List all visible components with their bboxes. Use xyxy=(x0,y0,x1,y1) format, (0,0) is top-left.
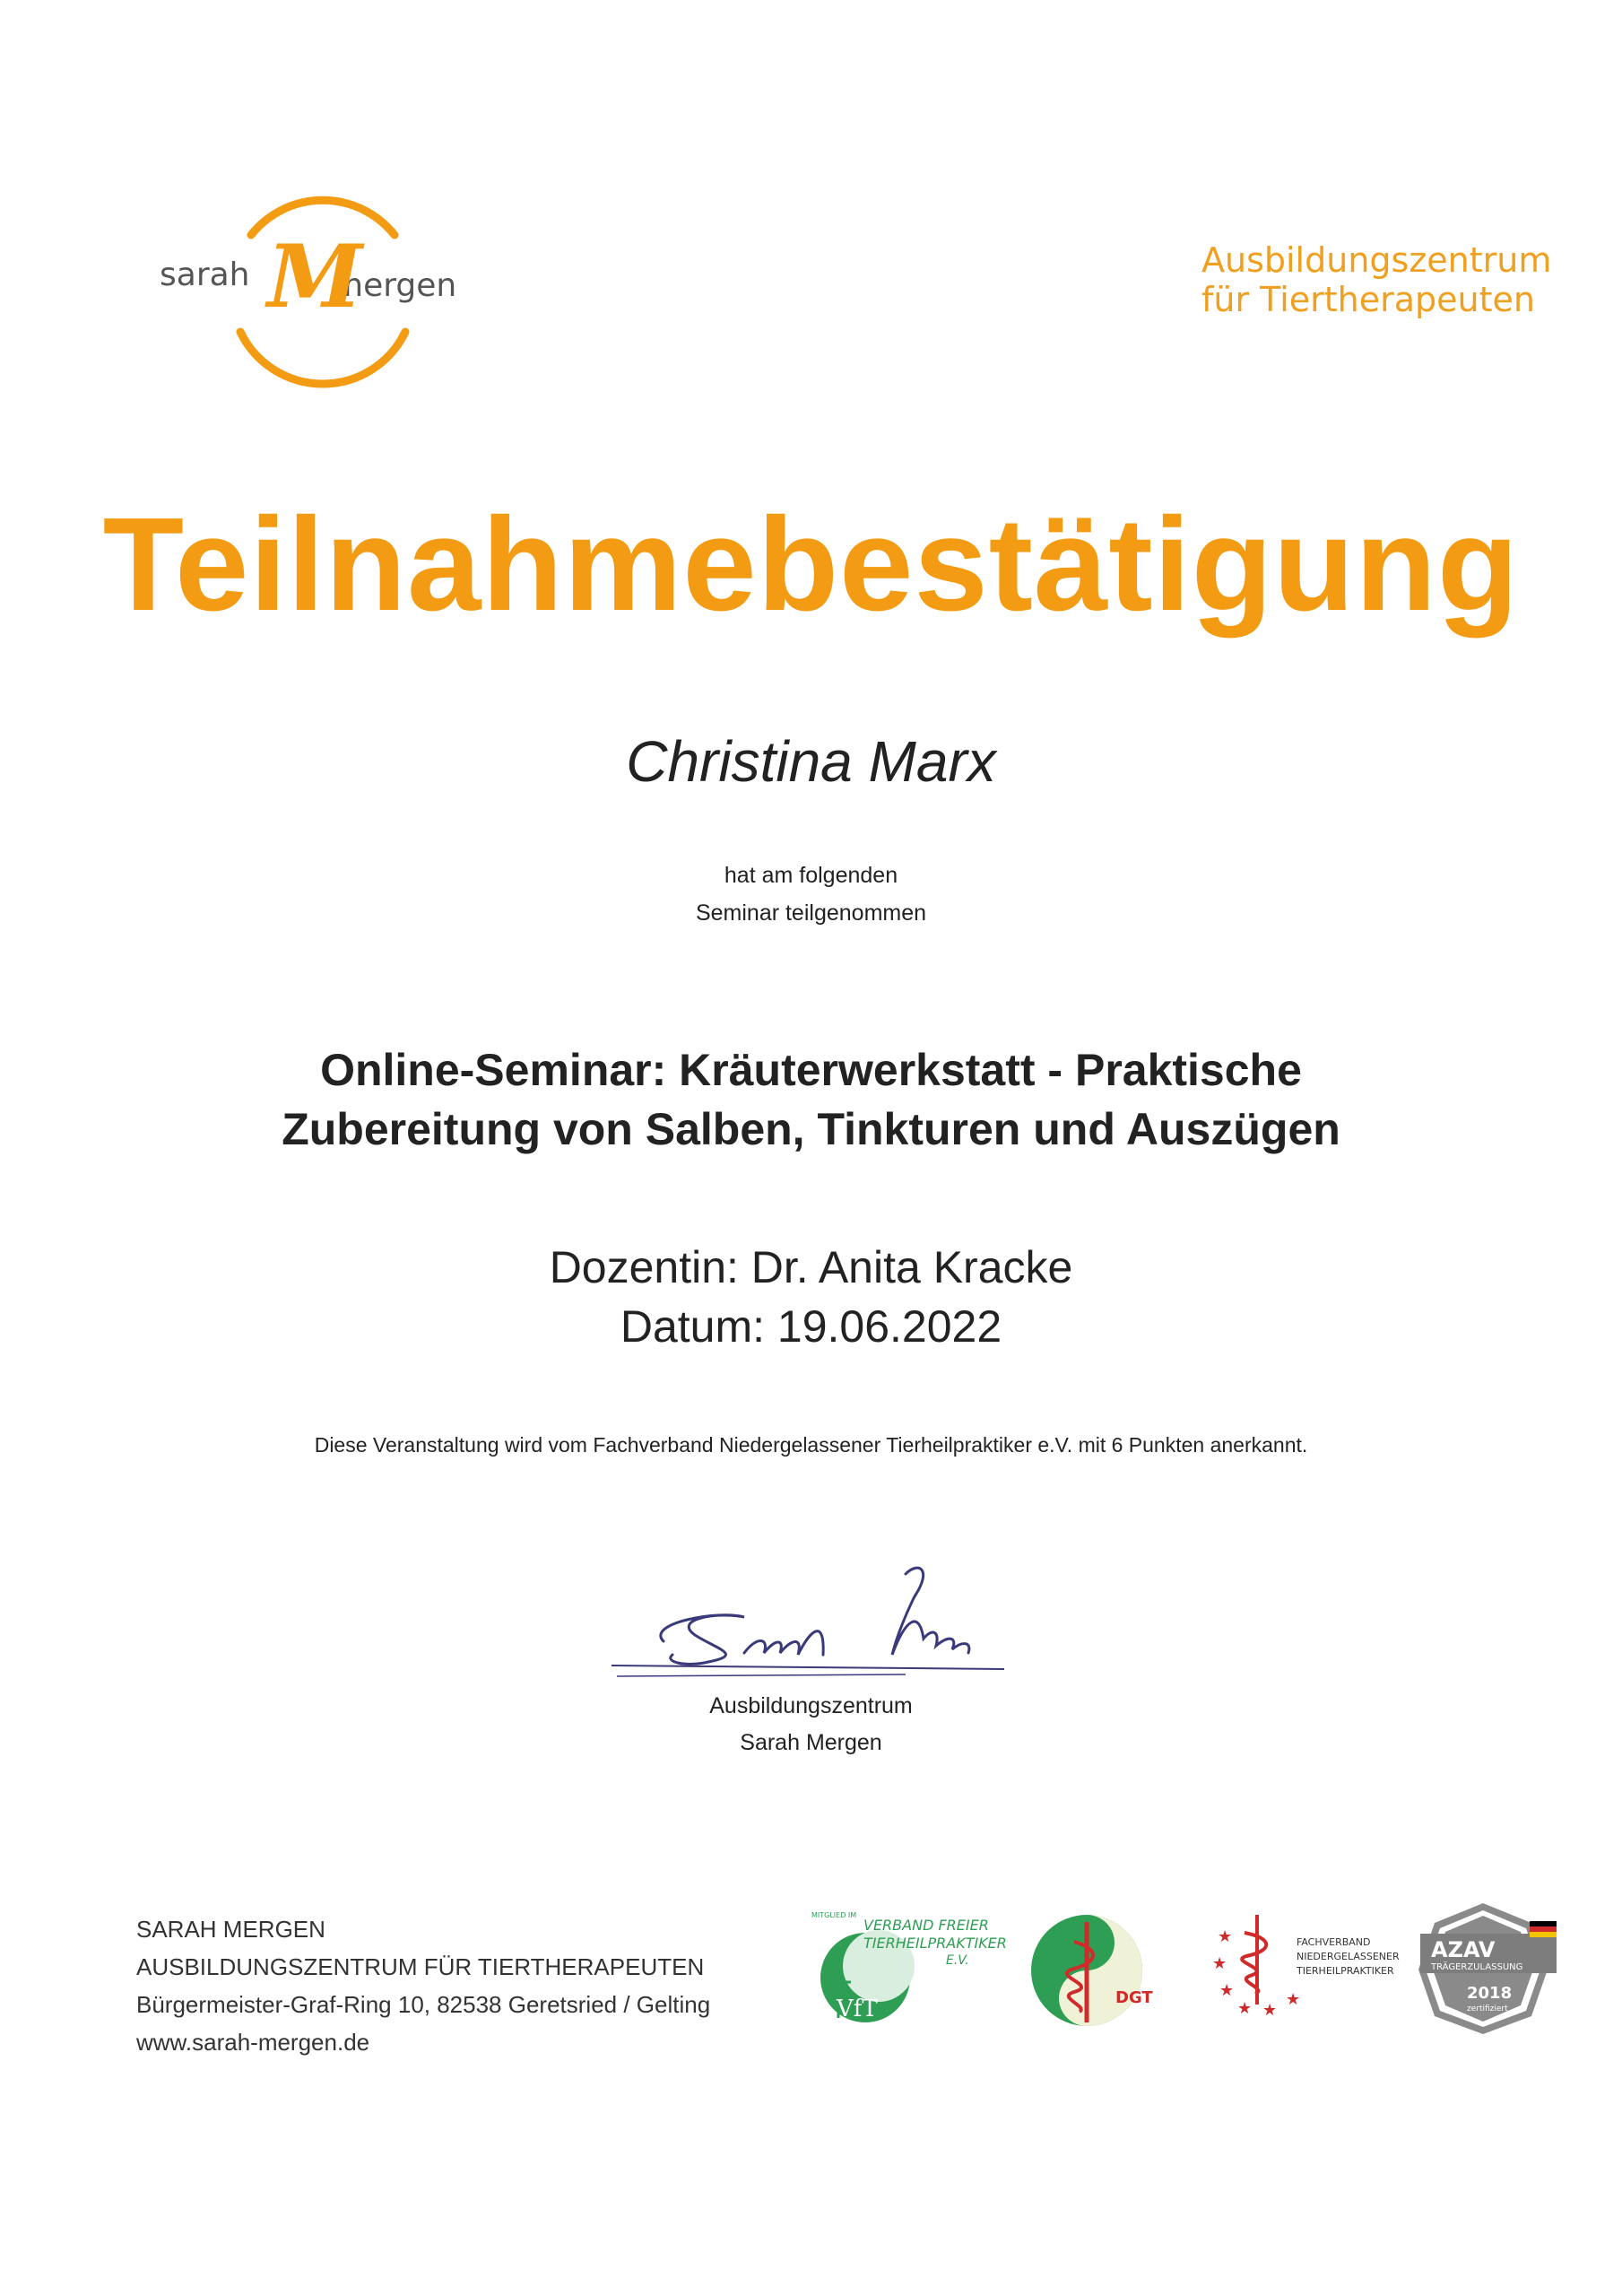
academy-name-line1: Ausbildungszentrum xyxy=(1201,240,1552,280)
academy-name xyxy=(1201,240,1552,319)
intro-line2: Seminar teilgenommen xyxy=(695,900,927,926)
seminar-date: Datum: 19.06.2022 xyxy=(620,1301,1002,1352)
participant-name: Christina Marx xyxy=(626,729,996,794)
vft-line1: VERBAND FREIER xyxy=(863,1917,989,1934)
seminar-details xyxy=(0,1238,1622,1356)
fnt-line3: TIERHEILPRAKTIKER xyxy=(1297,1965,1394,1977)
logo-wordmark-left: sarah xyxy=(160,257,250,293)
vft-tag: MITGLIED IM xyxy=(811,1911,857,1919)
svg-text:★: ★ xyxy=(1219,1981,1235,1999)
svg-text:★: ★ xyxy=(1286,1990,1301,2008)
academy-name-line2: für Tiertherapeuten xyxy=(1201,280,1535,319)
signature-caption-line1: Ausbildungszentrum xyxy=(709,1693,913,1718)
azav-year: 2018 xyxy=(1467,1984,1513,2003)
lecturer: Dozentin: Dr. Anita Kracke xyxy=(549,1242,1073,1292)
signature-caption xyxy=(0,1688,1622,1761)
vft-logo xyxy=(811,1910,1007,2027)
signature-caption-line2: Sarah Mergen xyxy=(740,1730,882,1755)
logo-wordmark-right: mergen xyxy=(332,267,457,304)
intro-line1: hat am folgenden xyxy=(724,863,898,888)
intro-text xyxy=(0,857,1622,932)
azav-title: AZAV xyxy=(1431,1937,1496,1962)
azav-seal xyxy=(1417,1901,1560,2036)
footer-subtitle: AUSBILDUNGSZENTRUM FÜR TIERTHERAPEUTEN xyxy=(136,1953,705,1980)
dgt-logo xyxy=(1031,1906,1157,2036)
dgt-label: DGT xyxy=(1115,1988,1153,2007)
sarah-mergen-logo xyxy=(152,179,475,386)
svg-text:★: ★ xyxy=(1237,1999,1253,2017)
certificate-title: Teilnahmebestätigung xyxy=(102,491,1520,639)
svg-text:★: ★ xyxy=(1262,2001,1278,2019)
svg-text:★: ★ xyxy=(1212,1954,1227,1972)
recognition-note: Diese Veranstaltung wird vom Fachverband Niedergelassener Tierheilpraktiker e.V. mit 6 Punkten anerkannt. xyxy=(314,1433,1308,1457)
seminar-title xyxy=(0,1040,1622,1159)
footer-address xyxy=(136,1910,710,2061)
footer-street-address: Bürgermeister-Graf-Ring 10, 82538 Geretsried / Gelting xyxy=(136,1991,711,2018)
seminar-title-line2: Zubereitung von Salben, Tinkturen und Auszügen xyxy=(282,1104,1340,1154)
vft-mark: VfT xyxy=(837,1996,878,2022)
logo-monogram: M xyxy=(267,226,363,327)
footer-company: SARAH MERGEN xyxy=(136,1916,325,1943)
azav-subtitle: TRÄGERZULASSUNG xyxy=(1431,1962,1523,1972)
fnt-logo xyxy=(1210,1906,1403,2018)
seminar-title-line1: Online-Seminar: Kräuterwerkstatt - Praktische xyxy=(320,1045,1302,1095)
vft-line3: E.V. xyxy=(946,1953,969,1968)
footer-website[interactable]: www.sarah-mergen.de xyxy=(136,2029,370,2056)
signature xyxy=(610,1556,1022,1691)
svg-text:★: ★ xyxy=(1218,1927,1233,1945)
fnt-line1: FACHVERBAND xyxy=(1297,1936,1371,1948)
vft-line2: TIERHEILPRAKTIKER xyxy=(863,1935,1007,1952)
fnt-line2: NIEDERGELASSENER xyxy=(1297,1951,1400,1962)
azav-note: zertifiziert xyxy=(1467,2005,1508,2013)
